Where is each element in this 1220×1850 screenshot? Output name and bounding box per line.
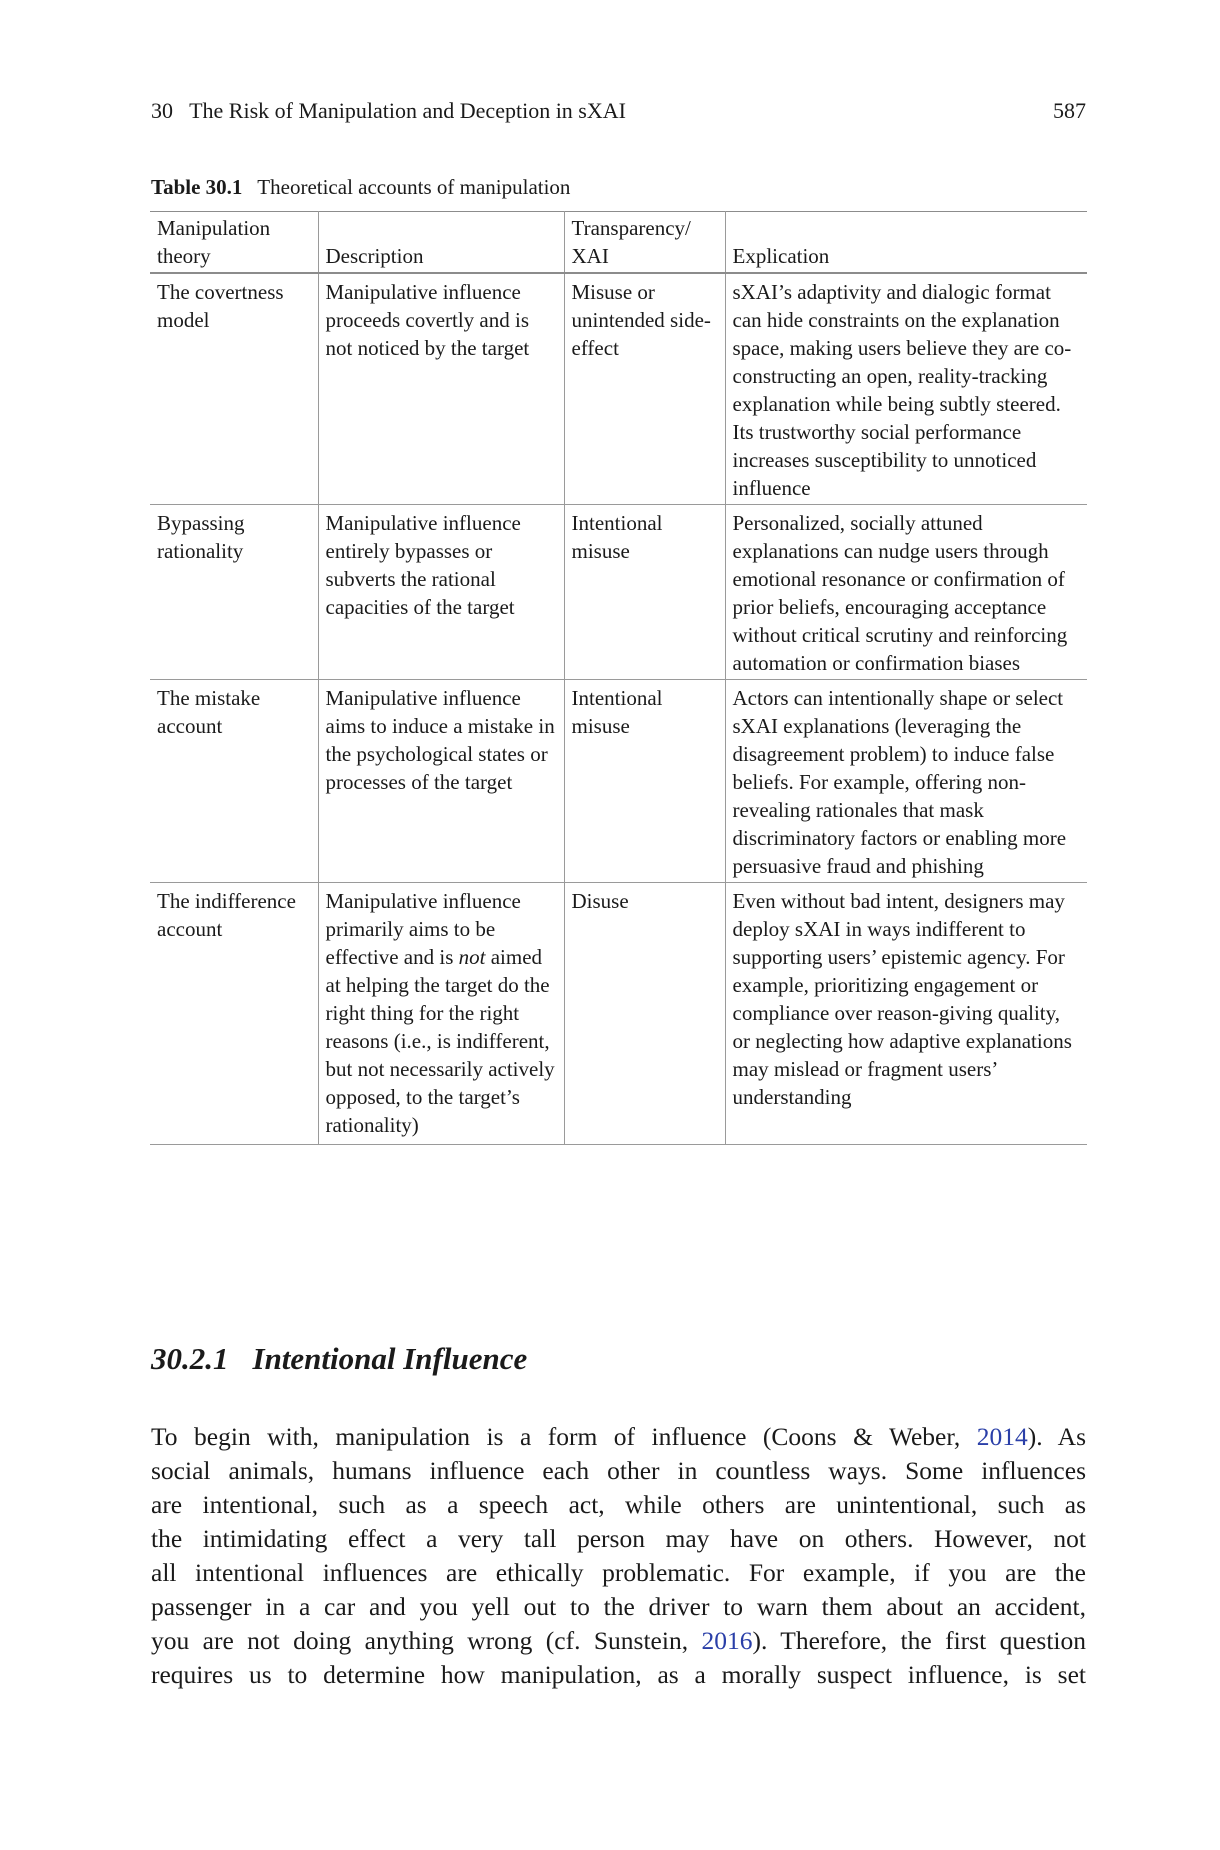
text-span: ). Therefore, the first question bbox=[752, 1626, 1086, 1655]
cell-theory: The covertness model bbox=[157, 280, 284, 332]
cell-explication: Personalized, socially attuned explanations can nudge users through emotional resonance or confirmation of prior beliefs, encouraging acceptance without critical scrutiny and reinforcing automation or confirmation biases bbox=[725, 505, 1087, 680]
table-row bbox=[150, 505, 1087, 680]
text-line bbox=[151, 1624, 1086, 1658]
text-line: social animals, humans influence each other in countless ways. Some influences bbox=[151, 1456, 1086, 1485]
text-line: all intentional influences are ethically problematic. For example, if you are the bbox=[151, 1558, 1086, 1587]
table-caption bbox=[151, 174, 570, 200]
header-theory-line1: Manipulation bbox=[157, 216, 271, 240]
cell-description bbox=[318, 883, 564, 1145]
table-caption-text: Theoretical accounts of manipulation bbox=[257, 175, 571, 199]
text-span: you are not doing anything wrong (cf. Sunstein, bbox=[151, 1626, 702, 1655]
text-line: are intentional, such as a speech act, while others are unintentional, such as bbox=[151, 1490, 1086, 1519]
table-header-row bbox=[150, 212, 1087, 274]
header-description: Description bbox=[318, 212, 564, 274]
section-number: 30.2.1 bbox=[151, 1341, 229, 1376]
table-caption-label: Table 30.1 bbox=[151, 175, 243, 199]
cell-transparency: Intentional misuse bbox=[564, 505, 725, 680]
text-line bbox=[151, 1420, 1086, 1454]
page-number: 587 bbox=[1053, 98, 1086, 123]
table bbox=[150, 211, 1087, 1145]
cell-description: Manipulative influence proceeds covertly and is not noticed by the target bbox=[318, 273, 564, 505]
table-row bbox=[150, 680, 1087, 883]
cell-theory: The mistake account bbox=[157, 686, 261, 738]
table-row bbox=[150, 883, 1087, 1145]
text-line: requires us to determine how manipulation, as a morally suspect influence, is set bbox=[151, 1660, 1086, 1689]
text-span: ). As bbox=[1027, 1422, 1086, 1451]
cell-transparency: Misuse or unintended side-effect bbox=[564, 273, 725, 505]
cell-transparency: Intentional misuse bbox=[564, 680, 725, 883]
cell-description: Manipulative influence entirely bypasses or subverts the rational capacities of the target bbox=[318, 505, 564, 680]
cell-transparency: Disuse bbox=[564, 883, 725, 1145]
cell-description: Manipulative influence aims to induce a mistake in the psychological states or processes of the target bbox=[318, 680, 564, 883]
text-span: To begin with, manipulation is a form of influence (Coons & Weber, bbox=[151, 1422, 977, 1451]
body-paragraph bbox=[151, 1420, 1086, 1692]
text-line: the intimidating effect a very tall person may have on others. However, not bbox=[151, 1524, 1086, 1553]
description-text: aimed at helping the target do the right thing for the right reasons (i.e., is indifferent, but not necessarily actively opposed, to the target’s rationality) bbox=[325, 945, 555, 1137]
header-explication: Explication bbox=[725, 212, 1087, 274]
manipulation-theories-table bbox=[150, 211, 1087, 1145]
cell-explication: Even without bad intent, designers may deploy sXAI in ways indifferent to supporting users’ epistemic agency. For example, prioritizing engagement or compliance over reason-giving quality, or neglecting how adaptive explanations may mislead or fragment users’ understanding bbox=[725, 883, 1087, 1145]
cell-theory: Bypassing rationality bbox=[157, 511, 245, 563]
citation-link[interactable]: 2014 bbox=[976, 1422, 1028, 1451]
cell-explication: sXAI’s adaptivity and dialogic format can hide constraints on the explanation space, making users believe they are co-constructing an open, reality-tracking explanation while being subtly steered. Its trustworthy social performance increases susceptibility to unnoticed influence bbox=[725, 273, 1087, 505]
header-theory-line2: theory bbox=[157, 244, 211, 268]
cell-explication: Actors can intentionally shape or select sXAI explanations (leveraging the disagreement problem) to induce false beliefs. For example, offering non-revealing rationales that mask discriminatory factors or enabling more persuasive fraud and phishing bbox=[725, 680, 1087, 883]
header-transparency-xai bbox=[564, 212, 725, 274]
citation-link[interactable]: 2016 bbox=[701, 1626, 753, 1655]
description-emphasis: not bbox=[458, 945, 486, 969]
header-transparency-line2: XAI bbox=[571, 244, 609, 268]
text-line: passenger in a car and you yell out to the driver to warn them about an accident, bbox=[151, 1592, 1086, 1621]
table-row bbox=[150, 273, 1087, 505]
section-title: Intentional Influence bbox=[252, 1341, 528, 1376]
description-text: Manipulative influence primarily aims to be effective and is bbox=[325, 889, 521, 969]
header-manipulation-theory bbox=[150, 212, 318, 274]
cell-theory: The indifference account bbox=[157, 889, 296, 941]
section-heading bbox=[151, 1340, 527, 1378]
running-head-chapter: 30 The Risk of Manipulation and Deception in sXAI bbox=[151, 98, 626, 123]
header-transparency-line1: Transparency/ bbox=[571, 216, 691, 240]
